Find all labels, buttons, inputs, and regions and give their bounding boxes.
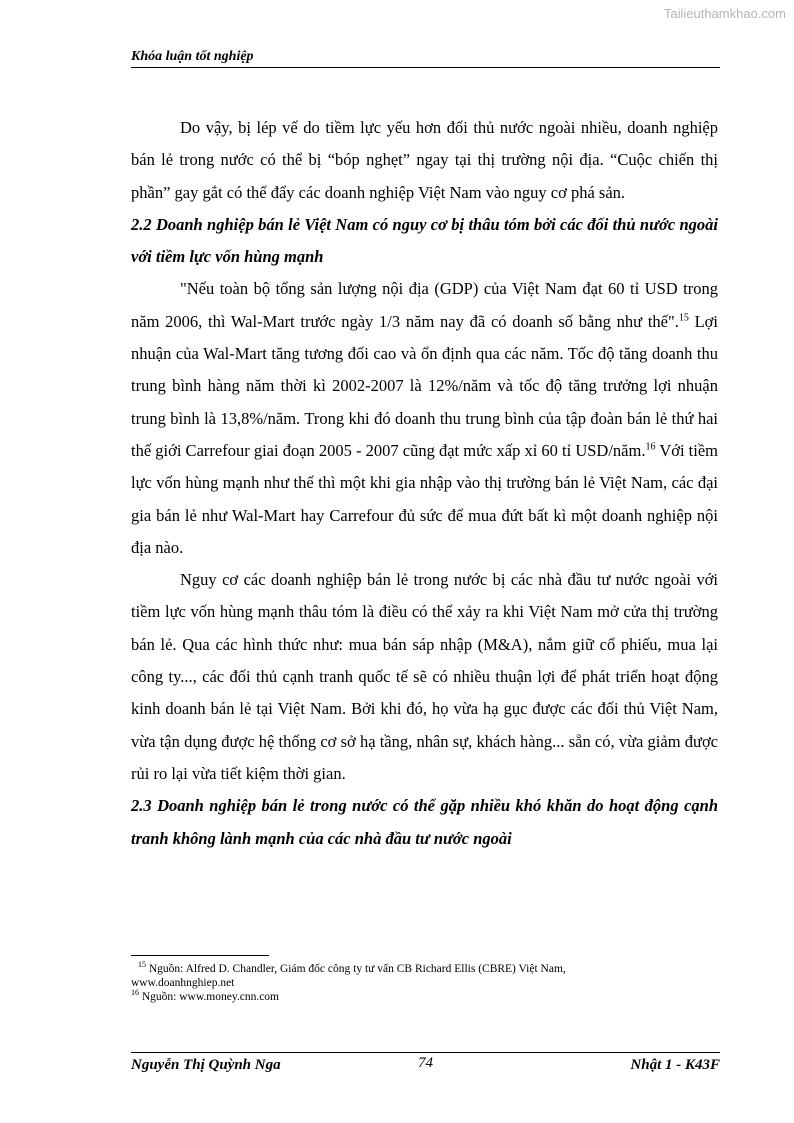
footnote-text[interactable]: Nguồn: www.money.cnn.com bbox=[139, 991, 279, 1003]
footnote-16 bbox=[131, 990, 718, 1004]
footnote-15 bbox=[131, 962, 718, 990]
page-number: 74 bbox=[418, 1055, 433, 1071]
footnote-ref-15[interactable]: 15 bbox=[678, 312, 689, 324]
paragraph-3: Nguy cơ các doanh nghiệp bán lẻ trong nước bị các nhà đầu tư nước ngoài với tiềm lực vốn hùng mạnh thâu tóm là điều có thể xảy ra khi Việt Nam mở cửa thị trường bán lẻ. Qua các hình thức như: mua bán sáp nhập (M&A), nắm giữ cổ phiếu, mua lại công ty..., các đối thủ cạnh tranh quốc tế sẽ có nhiều thuận lợi để phát triển hoạt động kinh doanh bán lẻ tại Việt Nam. Bởi khi đó, họ vừa hạ gục được các đối thủ Việt Nam, vừa tận dụng được hệ thống cơ sở hạ tầng, nhân sự, khách hàng... sẵn có, vừa giảm được rủi ro lại vừa tiết kiệm thời gian. bbox=[131, 570, 718, 783]
footer-author: Nguyễn Thị Quỳnh Nga bbox=[131, 1057, 281, 1073]
paragraph-2-part-b: Lợi nhuận của Wal-Mart tăng tương đối cao và ổn định qua các năm. Tốc độ tăng doanh thu trung bình hàng năm thời kì 2002-2007 là 12%/năm và tốc độ tăng trưởng lợi nhuận trung bình là 13,8%/năm. Trong khi đó doanh thu trung bình của tập đoàn bán lẻ thứ hai thế giới Carrefour giai đoạn 2005 - 2007 cũng đạt mức xấp xỉ 60 tỉ USD/năm. bbox=[131, 311, 718, 460]
paragraph-2 bbox=[131, 273, 718, 564]
paragraph-2-part-c: Với tiềm lực vốn hùng mạnh như thế thì một khi gia nhập vào thị trường bán lẻ Việt Nam, các đại gia bán lẻ như Wal-Mart hay Carrefour đủ sức để mua đứt bất kì một doanh nghiệp nội địa nào. bbox=[131, 440, 718, 557]
footnote-link[interactable]: www.doanhnghiep.net bbox=[131, 977, 235, 989]
footnotes bbox=[131, 962, 718, 1004]
footnote-ref-16[interactable]: 16 bbox=[645, 441, 656, 453]
watermark: Tailieuthamkhao.com bbox=[663, 6, 786, 21]
running-header: Khóa luận tốt nghiệp bbox=[131, 49, 720, 68]
paragraph-1: Do vậy, bị lép vế do tiềm lực yếu hơn đối thủ nước ngoài nhiều, doanh nghiệp bán lẻ trong nước có thể bị “bóp nghẹt” ngay tại thị trường nội địa. “Cuộc chiến thị phần” gay gắt có thể đẩy các doanh nghiệp Việt Nam vào nguy cơ phá sản. bbox=[131, 118, 718, 202]
section-heading-2-2: 2.2 Doanh nghiệp bán lẻ Việt Nam có nguy cơ bị thâu tóm bởi các đối thủ nước ngoài với tiềm lực vốn hùng mạnh bbox=[131, 214, 718, 267]
footnote-text: Nguồn: Alfred D. Chandler, Giám đốc công ty tư vấn CB Richard Ellis (CBRE) Việt Nam, bbox=[146, 963, 566, 975]
footer-class: Nhật 1 - K43F bbox=[630, 1057, 720, 1073]
footnote-number: 15 bbox=[138, 960, 146, 970]
footer-separator bbox=[131, 1052, 720, 1053]
section-heading-2-3: 2.3 Doanh nghiệp bán lẻ trong nước có thể gặp nhiều khó khăn do hoạt động cạnh tranh không lành mạnh của các nhà đầu tư nước ngoài bbox=[131, 796, 718, 848]
footnote-number: 16 bbox=[131, 988, 139, 998]
page-body bbox=[131, 112, 718, 855]
footnote-separator bbox=[131, 955, 269, 956]
paragraph-2-part-a: "Nếu toàn bộ tổng sản lượng nội địa (GDP) của Việt Nam đạt 60 tỉ USD trong năm 2006, thì Wal-Mart trước ngày 1/3 năm nay đã có doanh số bằng như thế". bbox=[131, 279, 718, 331]
